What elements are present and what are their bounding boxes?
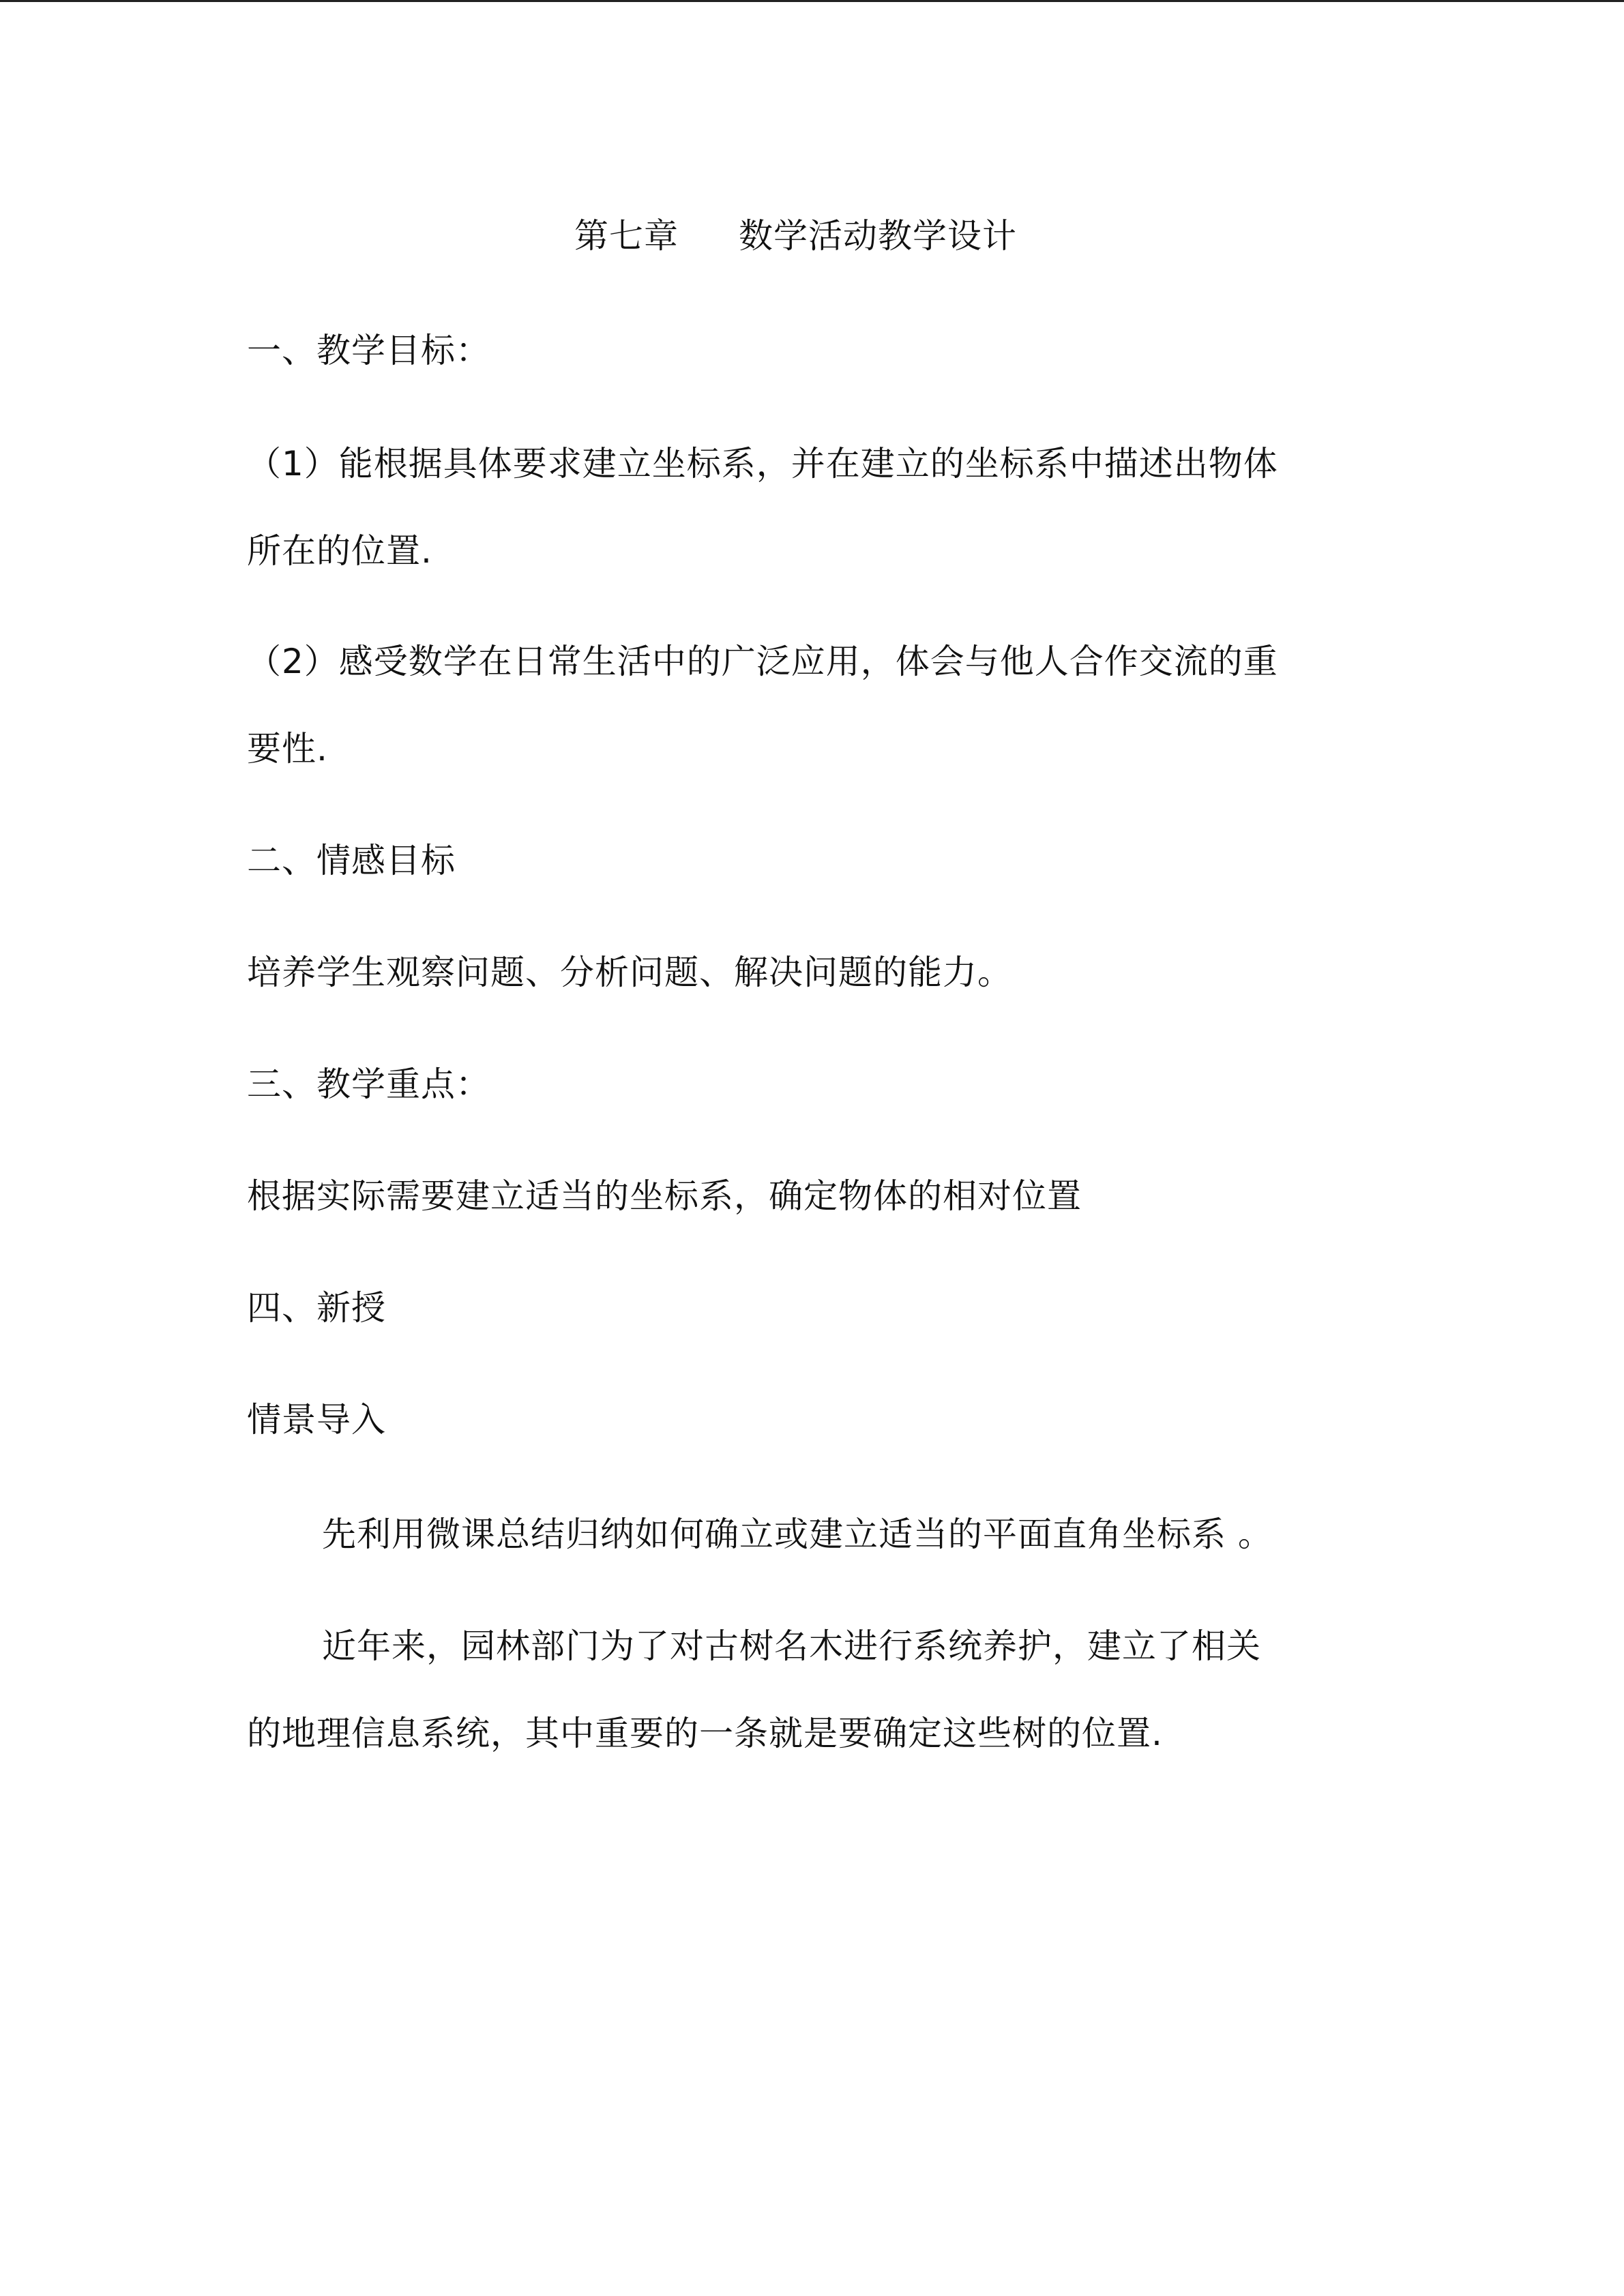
- goal-1-line-2: 所在的位置.: [247, 531, 432, 571]
- key-points-text: 根据实际需要建立适当的坐标系，确定物体的相对位置: [247, 1176, 1082, 1216]
- title-chapter: 第七章: [574, 216, 679, 256]
- heading-emotional-goals: 二、情感目标: [247, 841, 456, 880]
- goal-2-line-1: （2）感受数学在日常生活中的广泛应用，体会与他人合作交流的重: [247, 642, 1278, 681]
- goal-2-line-2: 要性.: [247, 729, 328, 769]
- document-title: [574, 215, 1052, 256]
- garden-paragraph-line-2: 的地理信息系统，其中重要的一条就是要确定这些树的位置.: [247, 1714, 1163, 1753]
- heading-teaching-goals: 一、教学目标：: [247, 331, 490, 370]
- title-text: 数学活动教学设计: [739, 216, 1017, 256]
- heading-key-points: 三、教学重点：: [247, 1064, 490, 1104]
- garden-paragraph-line-1: 近年来，园林部门为了对古树名木进行系统养护，建立了相关: [322, 1626, 1261, 1666]
- scenario-intro-heading: 情景导入: [247, 1400, 386, 1440]
- heading-new-lesson: 四、新授: [247, 1288, 386, 1328]
- goal-1-line-1: （1）能根据具体要求建立坐标系，并在建立的坐标系中描述出物体: [247, 444, 1278, 483]
- emotional-goals-text: 培养学生观察问题、分析问题、解决问题的能力。: [247, 953, 1012, 992]
- micro-lesson-paragraph: 先利用微课总结归纳如何确立或建立适当的平面直角坐标系 。: [322, 1515, 1273, 1554]
